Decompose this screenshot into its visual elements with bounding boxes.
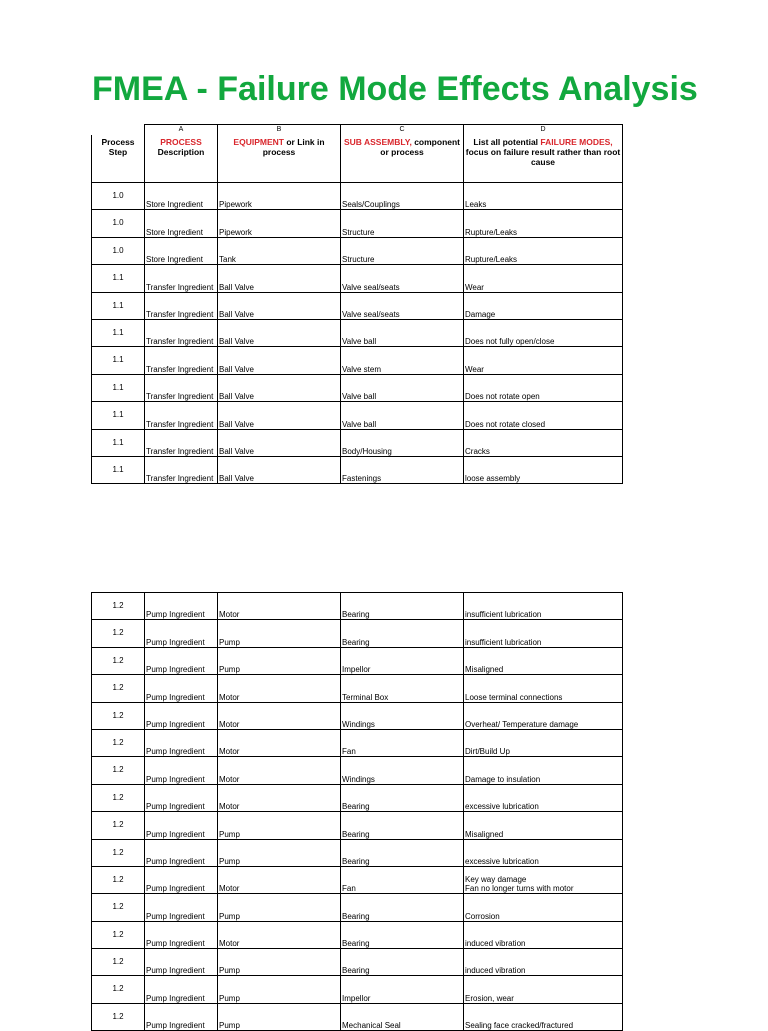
cell-sub-assembly: Structure	[341, 237, 464, 264]
cell-process: Pump Ingredient	[145, 702, 218, 729]
cell-failure-mode: Key way damage Fan no longer turns with motor	[464, 866, 623, 893]
cell-failure-mode: Leaks	[464, 183, 623, 210]
cell-equipment: Motor	[218, 784, 341, 811]
cell-process-step: 1.2	[92, 949, 145, 976]
cell-equipment: Pump	[218, 647, 341, 674]
cell-sub-assembly: Bearing	[341, 620, 464, 647]
cell-sub-assembly: Windings	[341, 757, 464, 784]
cell-failure-mode: Wear	[464, 347, 623, 374]
cell-failure-mode: insufficient lubrication	[464, 620, 623, 647]
cell-process: Pump Ingredient	[145, 1003, 218, 1030]
table-row	[92, 921, 623, 948]
cell-sub-assembly: Valve ball	[341, 402, 464, 429]
cell-process-step: 1.2	[92, 894, 145, 921]
cell-failure-mode: induced vibration	[464, 921, 623, 948]
table-row	[92, 729, 623, 756]
cell-equipment: Pump	[218, 1003, 341, 1030]
column-letter-d: D	[464, 125, 623, 135]
cell-process: Pump Ingredient	[145, 729, 218, 756]
cell-failure-mode: Does not rotate open	[464, 374, 623, 401]
cell-sub-assembly: Valve ball	[341, 319, 464, 346]
cell-process-step: 1.1	[92, 429, 145, 456]
cell-process-step: 1.1	[92, 374, 145, 401]
cell-process-step: 1.2	[92, 675, 145, 702]
table-row	[92, 647, 623, 674]
cell-equipment: Motor	[218, 757, 341, 784]
table-row	[92, 347, 623, 374]
cell-process: Pump Ingredient	[145, 976, 218, 1003]
header-process-description	[145, 135, 218, 183]
cell-process: Transfer Ingredient	[145, 429, 218, 456]
cell-sub-assembly: Bearing	[341, 921, 464, 948]
cell-sub-assembly: Windings	[341, 702, 464, 729]
cell-equipment: Pipework	[218, 183, 341, 210]
cell-process-step: 1.2	[92, 839, 145, 866]
table-row	[92, 812, 623, 839]
column-letter-c: C	[341, 125, 464, 135]
cell-failure-mode: Loose terminal connections	[464, 675, 623, 702]
cell-process-step: 1.2	[92, 976, 145, 1003]
table-row	[92, 620, 623, 647]
table-row	[92, 593, 623, 620]
cell-sub-assembly: Bearing	[341, 593, 464, 620]
cell-process-step: 1.2	[92, 1003, 145, 1030]
table-row	[92, 237, 623, 264]
cell-process: Transfer Ingredient	[145, 456, 218, 483]
cell-process: Store Ingredient	[145, 210, 218, 237]
cell-sub-assembly: Valve seal/seats	[341, 292, 464, 319]
cell-process-step: 1.1	[92, 292, 145, 319]
table-row	[92, 757, 623, 784]
cell-failure-mode: insufficient lubrication	[464, 593, 623, 620]
cell-sub-assembly: Bearing	[341, 812, 464, 839]
cell-process: Store Ingredient	[145, 237, 218, 264]
cell-equipment: Ball Valve	[218, 347, 341, 374]
column-letter-blank	[92, 125, 145, 135]
cell-process-step: 1.2	[92, 812, 145, 839]
table-row	[92, 292, 623, 319]
cell-process-step: 1.2	[92, 702, 145, 729]
cell-equipment: Pump	[218, 839, 341, 866]
fmea-table-top	[91, 124, 623, 484]
cell-process-step: 1.2	[92, 620, 145, 647]
cell-process-step: 1.1	[92, 402, 145, 429]
cell-failure-mode: loose assembly	[464, 456, 623, 483]
cell-process: Pump Ingredient	[145, 894, 218, 921]
cell-equipment: Ball Valve	[218, 319, 341, 346]
cell-process: Pump Ingredient	[145, 921, 218, 948]
header-a-highlight: PROCESS	[160, 136, 202, 147]
cell-process: Transfer Ingredient	[145, 292, 218, 319]
cell-sub-assembly: Seals/Couplings	[341, 183, 464, 210]
cell-process: Pump Ingredient	[145, 757, 218, 784]
cell-process: Pump Ingredient	[145, 593, 218, 620]
table-row	[92, 866, 623, 893]
cell-equipment: Motor	[218, 921, 341, 948]
cell-equipment: Tank	[218, 237, 341, 264]
cell-process: Transfer Ingredient	[145, 319, 218, 346]
table-row	[92, 702, 623, 729]
cell-equipment: Motor	[218, 729, 341, 756]
cell-failure-mode: Overheat/ Temperature damage	[464, 702, 623, 729]
table-row	[92, 456, 623, 483]
header-d-text: focus on failure result rather than root cause	[465, 146, 621, 167]
cell-process-step: 1.0	[92, 210, 145, 237]
table-row	[92, 675, 623, 702]
cell-sub-assembly: Bearing	[341, 839, 464, 866]
cell-sub-assembly: Bearing	[341, 949, 464, 976]
cell-failure-mode: Rupture/Leaks	[464, 210, 623, 237]
cell-failure-mode: Sealing face cracked/fractured	[464, 1003, 623, 1030]
cell-equipment: Pump	[218, 620, 341, 647]
cell-sub-assembly: Structure	[341, 210, 464, 237]
table-row	[92, 183, 623, 210]
header-c-highlight: SUB ASSEMBLY,	[343, 136, 412, 147]
cell-process: Pump Ingredient	[145, 647, 218, 674]
cell-process: Pump Ingredient	[145, 839, 218, 866]
cell-equipment: Pump	[218, 894, 341, 921]
cell-process-step: 1.1	[92, 456, 145, 483]
cell-failure-mode: Corrosion	[464, 894, 623, 921]
cell-equipment: Ball Valve	[218, 402, 341, 429]
table-row	[92, 429, 623, 456]
column-letter-row	[92, 125, 623, 135]
cell-equipment: Motor	[218, 675, 341, 702]
cell-equipment: Motor	[218, 593, 341, 620]
cell-process: Transfer Ingredient	[145, 265, 218, 292]
cell-process: Pump Ingredient	[145, 812, 218, 839]
cell-process-step: 1.2	[92, 757, 145, 784]
cell-process-step: 1.2	[92, 784, 145, 811]
table-row	[92, 265, 623, 292]
cell-equipment: Motor	[218, 702, 341, 729]
cell-equipment: Pump	[218, 949, 341, 976]
cell-process: Pump Ingredient	[145, 620, 218, 647]
cell-process: Pump Ingredient	[145, 949, 218, 976]
cell-sub-assembly: Bearing	[341, 894, 464, 921]
cell-process: Store Ingredient	[145, 183, 218, 210]
table-row	[92, 210, 623, 237]
cell-failure-mode: Cracks	[464, 429, 623, 456]
header-b-text: or Link in process	[262, 136, 325, 157]
table-row	[92, 894, 623, 921]
cell-sub-assembly: Mechanical Seal	[341, 1003, 464, 1030]
cell-process-step: 1.2	[92, 729, 145, 756]
header-d-prefix: List all potential	[473, 136, 539, 147]
cell-failure-mode: Damage	[464, 292, 623, 319]
cell-failure-mode: excessive lubrication	[464, 839, 623, 866]
cell-equipment: Ball Valve	[218, 265, 341, 292]
cell-sub-assembly: Terminal Box	[341, 675, 464, 702]
cell-process-step: 1.2	[92, 921, 145, 948]
table-row	[92, 319, 623, 346]
cell-process: Pump Ingredient	[145, 675, 218, 702]
header-sub-assembly	[341, 135, 464, 183]
cell-equipment: Ball Valve	[218, 456, 341, 483]
cell-process-step: 1.1	[92, 319, 145, 346]
cell-sub-assembly: Impellor	[341, 976, 464, 1003]
header-d-highlight: FAILURE MODES,	[540, 136, 613, 147]
cell-sub-assembly: Valve ball	[341, 374, 464, 401]
cell-process: Pump Ingredient	[145, 784, 218, 811]
cell-failure-mode: Rupture/Leaks	[464, 237, 623, 264]
cell-equipment: Motor	[218, 866, 341, 893]
cell-process-step: 1.0	[92, 237, 145, 264]
cell-failure-mode: excessive lubrication	[464, 784, 623, 811]
cell-failure-mode: Does not fully open/close	[464, 319, 623, 346]
cell-process: Transfer Ingredient	[145, 402, 218, 429]
table-row	[92, 402, 623, 429]
cell-sub-assembly: Valve seal/seats	[341, 265, 464, 292]
cell-failure-mode: Dirt/Build Up	[464, 729, 623, 756]
cell-process: Transfer Ingredient	[145, 374, 218, 401]
column-letter-a: A	[145, 125, 218, 135]
table-row	[92, 1003, 623, 1030]
cell-failure-mode: Wear	[464, 265, 623, 292]
cell-equipment: Pump	[218, 812, 341, 839]
cell-sub-assembly: Fan	[341, 729, 464, 756]
cell-failure-mode: induced vibration	[464, 949, 623, 976]
header-process-step: Process Step	[92, 135, 145, 183]
cell-process-step: 1.0	[92, 183, 145, 210]
cell-sub-assembly: Valve stem	[341, 347, 464, 374]
cell-process: Pump Ingredient	[145, 866, 218, 893]
table-row	[92, 976, 623, 1003]
cell-equipment: Pipework	[218, 210, 341, 237]
cell-process: Transfer Ingredient	[145, 347, 218, 374]
cell-equipment: Ball Valve	[218, 429, 341, 456]
cell-equipment: Ball Valve	[218, 292, 341, 319]
cell-failure-mode: Damage to insulation	[464, 757, 623, 784]
header-b-highlight: EQUIPMENT	[233, 136, 284, 147]
cell-sub-assembly: Bearing	[341, 784, 464, 811]
cell-sub-assembly: Fastenings	[341, 456, 464, 483]
table-row	[92, 784, 623, 811]
header-failure-modes	[464, 135, 623, 183]
cell-failure-mode: Misaligned	[464, 812, 623, 839]
header-row	[92, 135, 623, 183]
header-equipment	[218, 135, 341, 183]
cell-process-step: 1.1	[92, 265, 145, 292]
fmea-table-bottom	[91, 592, 623, 1031]
cell-equipment: Pump	[218, 976, 341, 1003]
cell-failure-mode: Erosion, wear	[464, 976, 623, 1003]
cell-sub-assembly: Fan	[341, 866, 464, 893]
table-row	[92, 374, 623, 401]
cell-failure-mode: Does not rotate closed	[464, 402, 623, 429]
cell-failure-mode: Misaligned	[464, 647, 623, 674]
cell-process-step: 1.2	[92, 593, 145, 620]
header-a-text: Description	[157, 146, 205, 157]
column-letter-b: B	[218, 125, 341, 135]
cell-sub-assembly: Body/Housing	[341, 429, 464, 456]
table-row	[92, 839, 623, 866]
cell-sub-assembly: Impellor	[341, 647, 464, 674]
cell-process-step: 1.2	[92, 647, 145, 674]
cell-equipment: Ball Valve	[218, 374, 341, 401]
cell-process-step: 1.1	[92, 347, 145, 374]
cell-process-step: 1.2	[92, 866, 145, 893]
table-row	[92, 949, 623, 976]
header-c-text: component or process	[380, 136, 461, 157]
page-title: FMEA - Failure Mode Effects Analysis	[92, 70, 698, 108]
